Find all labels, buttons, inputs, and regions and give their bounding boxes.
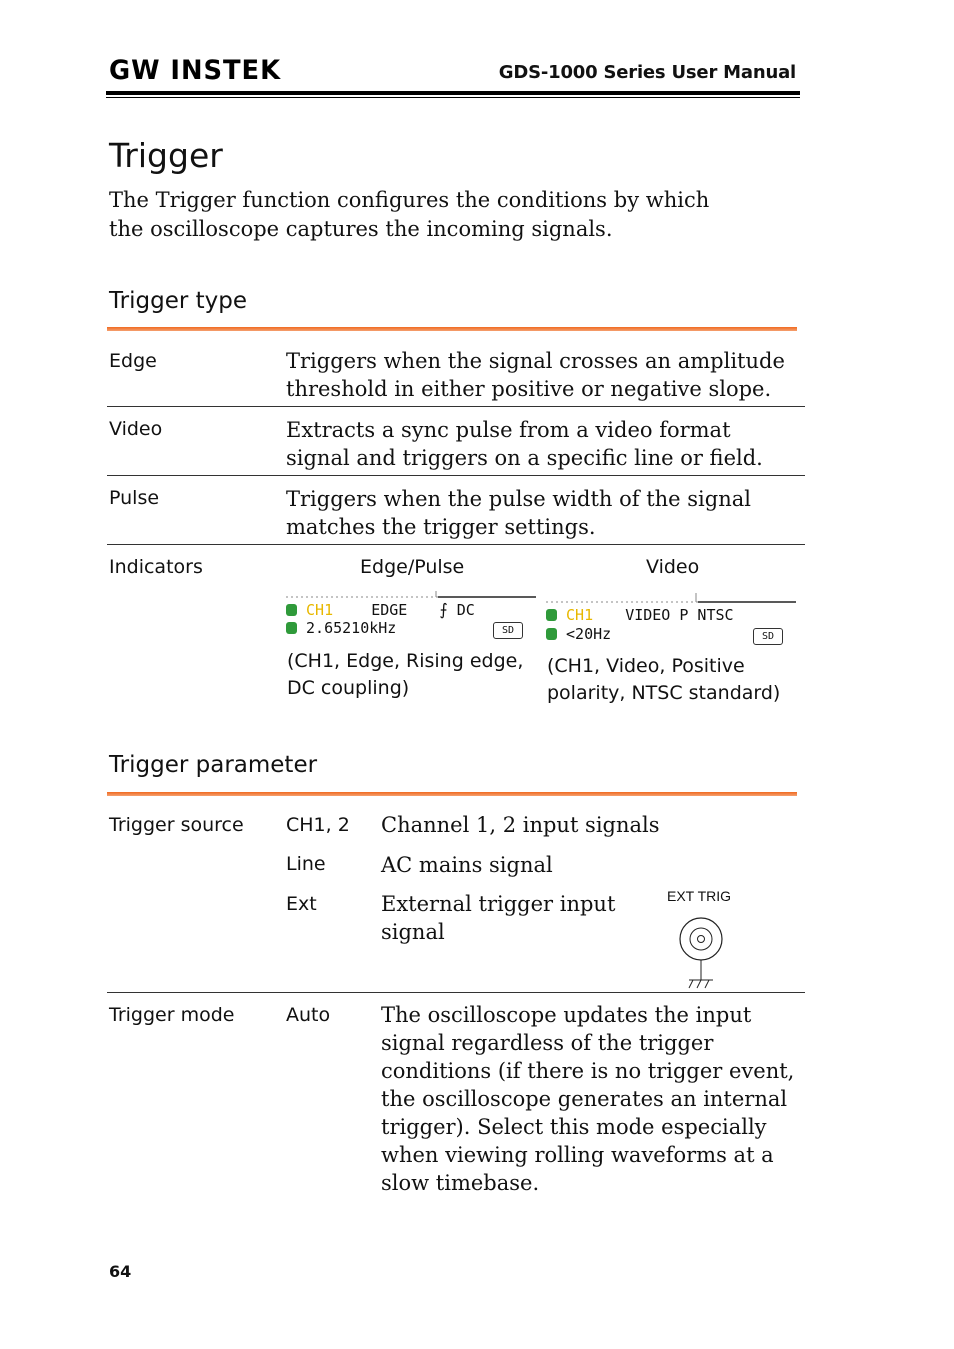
row-label-trigger-source: Trigger source [109,814,244,836]
header-divider [106,91,800,95]
param-key-ch12: CH1, 2 [286,814,350,836]
bnc-connector-icon [674,912,728,992]
ext-trig-label: EXT TRIG [667,888,732,904]
trigger-type-value: EDGE [371,601,408,619]
row-divider [107,992,805,993]
row-divider [107,406,805,407]
indicator-heading-video: Video [646,556,700,578]
param-desc-line: AC mains signal [381,853,553,877]
row-desc-pulse: Triggers when the pulse width of the signal matches the trigger settings. [286,487,751,539]
row-desc-video: Extracts a sync pulse from a video format signal and triggers on a specific line or field. [286,418,763,470]
row-divider [107,475,805,476]
row-divider [107,544,805,545]
video-indicator-display [546,591,801,641]
channel-label: CH1 [306,601,334,619]
edge-indicator-caption: (CH1, Edge, Rising edge, DC coupling) [287,650,524,699]
channel-label: CH1 [566,606,594,624]
frequency-value: 2.65210kHz [306,619,397,637]
trigger-type-value: VIDEO P NTSC [625,606,734,624]
indicator-heading-edge: Edge/Pulse [360,556,465,578]
section-rule [107,327,797,331]
gw-instek-logo [109,54,284,84]
intro-paragraph: The Trigger function configures the conditions by which the oscilloscope captures the incoming signals. [109,188,710,241]
rising-edge-icon: ⨍ [439,600,448,619]
timebase-ruler [546,591,801,605]
indicator-dot-icon [286,622,297,634]
sd-card-icon: SD [493,622,523,639]
page-title: Trigger [109,136,223,175]
timebase-ruler [286,588,541,600]
param-desc-ch12: Channel 1, 2 input signals [381,813,660,837]
section-heading-trigger-parameter: Trigger parameter [109,752,318,778]
section-heading-trigger-type: Trigger type [109,288,248,314]
row-label-edge: Edge [109,350,157,372]
manual-title: GDS-1000 Series User Manual [498,62,796,83]
param-key-ext: Ext [286,893,317,915]
row-label-pulse: Pulse [109,487,160,509]
edge-indicator-display [286,588,541,638]
indicator-dot-icon [286,604,297,616]
indicator-dot-icon [546,609,557,621]
param-desc-ext: External trigger input signal [381,892,616,944]
indicator-dot-icon [546,628,557,640]
coupling-value: DC [456,601,475,619]
param-key-auto: Auto [286,1004,331,1026]
param-desc-auto: The oscilloscope updates the input signal regardless of the trigger conditions (if there is no trigger event, the oscilloscope generates an internal trigger). Select this mode especially when viewing rolling waveforms at a slow timebase. [381,1003,795,1195]
video-indicator-caption: (CH1, Video, Positive polarity, NTSC standard) [547,655,781,704]
param-key-line: Line [286,853,326,875]
row-label-trigger-mode: Trigger mode [109,1004,235,1026]
section-rule [107,792,797,796]
header-divider-thin [106,97,800,98]
row-label-indicators: Indicators [109,556,203,578]
logo-text: GW INSTEK [109,55,282,84]
row-desc-edge: Triggers when the signal crosses an amplitude threshold in either positive or negative slope. [286,349,785,401]
frequency-value: <20Hz [566,625,612,643]
row-label-video: Video [109,418,163,440]
page-number: 64 [109,1262,132,1281]
sd-card-icon: SD [753,628,783,645]
